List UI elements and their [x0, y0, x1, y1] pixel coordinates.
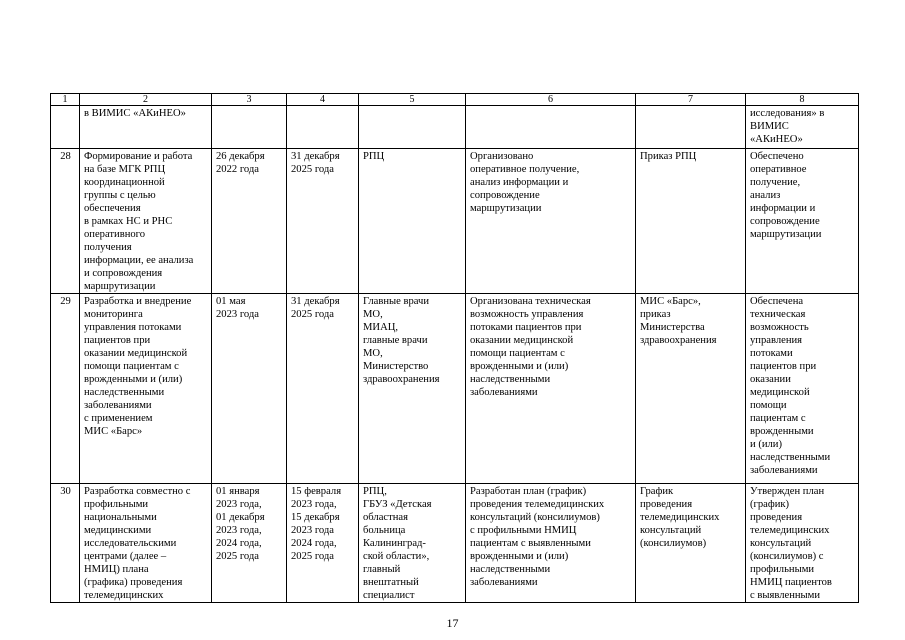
column-number: 3 — [212, 94, 287, 106]
executor: РПЦ, ГБУЗ «Детская областная больница Калининград- ской области», главный внештатный специалист — [359, 484, 466, 603]
column-number: 4 — [287, 94, 359, 106]
document-type: МИС «Барс», приказ Министерства здравоохранения — [636, 294, 746, 484]
start-date: 26 декабря 2022 года — [212, 149, 287, 294]
column-number-row — [51, 94, 859, 106]
expected-result: Разработан план (график) проведения телемедицинских консультаций (консилиумов) с профильными НМИЦ пациентам с выявленными врожденными и (или) наследственными заболеваниями — [466, 484, 636, 603]
measure-name: в ВИМИС «АКиНЕО» — [80, 106, 212, 149]
document-type: График проведения телемедицинских консультаций (консилиумов) — [636, 484, 746, 603]
executor: РПЦ — [359, 149, 466, 294]
end-date: 31 декабря 2025 года — [287, 149, 359, 294]
table-row — [51, 294, 859, 484]
column-number: 6 — [466, 94, 636, 106]
row-number: 28 — [51, 149, 80, 294]
measure-name: Разработка и внедрение мониторинга управления потоками пациентов при оказании медицинской помощи пациентам с врожденными и (или) наследственными заболеваниями с применением МИС «Барс» — [80, 294, 212, 484]
expected-result — [466, 106, 636, 149]
column-number: 5 — [359, 94, 466, 106]
start-date: 01 января 2023 года, 01 декабря 2023 года, 2024 года, 2025 года — [212, 484, 287, 603]
indicator: исследования» в ВИМИС «АКиНЕО» — [746, 106, 859, 149]
executor — [359, 106, 466, 149]
column-number: 8 — [746, 94, 859, 106]
expected-result: Организовано оперативное получение, анализ информации и сопровождение маршрутизации — [466, 149, 636, 294]
measure-name: Разработка совместно с профильными национальными медицинскими исследовательскими центрами (далее – НМИЦ) плана (графика) проведения телемедицинских — [80, 484, 212, 603]
expected-result: Организована техническая возможность управления потоками пациентов при оказании медицинской помощи пациентам с врожденными и (или) наследственными заболеваниями — [466, 294, 636, 484]
column-number: 1 — [51, 94, 80, 106]
indicator: Обеспечена техническая возможность управления потоками пациентов при оказании медицинской помощи пациентам с врожденными и (или) наследственными заболеваниями — [746, 294, 859, 484]
column-number: 7 — [636, 94, 746, 106]
indicator: Обеспечено оперативное получение, анализ информации и сопровождение маршрутизации — [746, 149, 859, 294]
row-number: 29 — [51, 294, 80, 484]
document-type: Приказ РПЦ — [636, 149, 746, 294]
start-date — [212, 106, 287, 149]
row-number: 30 — [51, 484, 80, 603]
page-number: 17 — [446, 616, 459, 630]
start-date: 01 мая 2023 года — [212, 294, 287, 484]
row-number — [51, 106, 80, 149]
measures-table — [50, 93, 859, 603]
end-date: 15 февраля 2023 года, 15 декабря 2023 года 2024 года, 2025 года — [287, 484, 359, 603]
table-row — [51, 149, 859, 294]
table-row — [51, 106, 859, 149]
measure-name: Формирование и работа на базе МГК РПЦ координационной группы с целью обеспечения в рамках НС и РНС оперативного получения информации, ее анализа и сопровождения маршрутизации — [80, 149, 212, 294]
indicator: Утвержден план (график) проведения телемедицинских консультаций (консилиумов) с профильными НМИЦ пациентов с выявленными — [746, 484, 859, 603]
table-row — [51, 484, 859, 603]
end-date: 31 декабря 2025 года — [287, 294, 359, 484]
document-type — [636, 106, 746, 149]
column-number: 2 — [80, 94, 212, 106]
end-date — [287, 106, 359, 149]
executor: Главные врачи МО, МИАЦ, главные врачи МО, Министерство здравоохранения — [359, 294, 466, 484]
